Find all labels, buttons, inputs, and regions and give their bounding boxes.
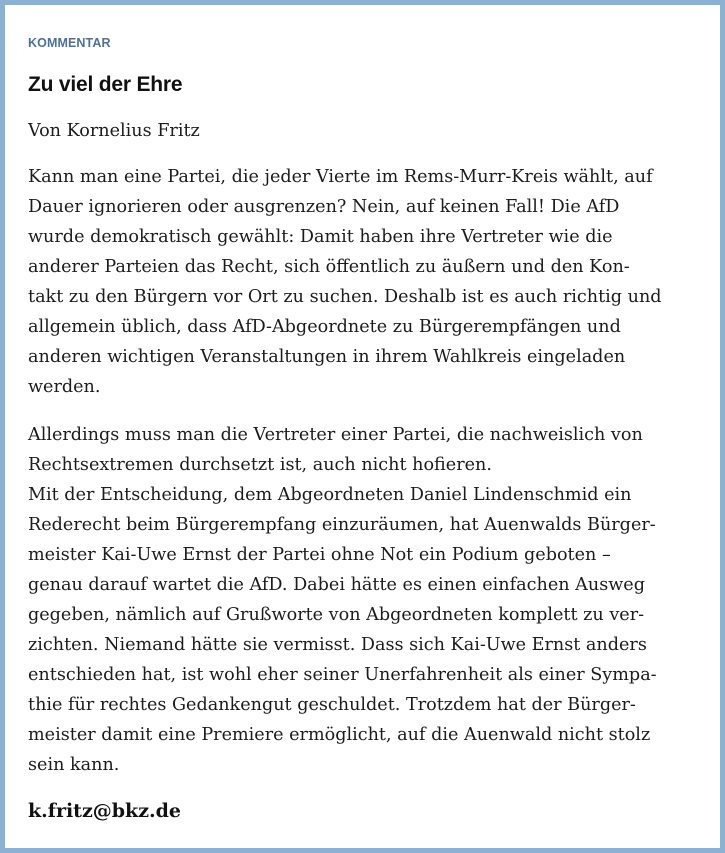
paragraph-line: thie für rechtes Gedankengut geschuldet. Trotzdem hat der Bürger- [28,695,636,715]
paragraph-line: takt zu den Bürgern vor Ort zu suchen. Deshalb ist es auch richtig und [28,287,662,307]
section-kicker: KOMMENTAR [28,36,111,50]
paragraph-line: genau darauf wartet die AfD. Dabei hätte es einen einfachen Ausweg [28,575,645,595]
paragraph-line: zichten. Niemand hätte sie vermisst. Dass sich Kai-Uwe Ernst anders [28,635,647,655]
paragraph-line: wurde demokratisch gewählt: Damit haben ihre Vertreter wie die [28,227,613,247]
paragraph-line: sein kann. [28,755,120,775]
paragraph-line: Dauer ignorieren oder ausgrenzen? Nein, auf keinen Fall! Die AfD [28,197,620,217]
paragraph-line: allgemein üblich, dass AfD-Abgeordnete zu Bürgerempfängen und [28,317,621,337]
paragraph-2 [28,420,700,780]
paragraph-line: meister damit eine Premiere ermöglicht, auf die Auenwald nicht stolz [28,725,651,745]
paragraph-line: anderer Parteien das Recht, sich öffentlich zu äußern und den Kon- [28,257,630,277]
author-byline: Von Kornelius Fritz [28,121,200,141]
paragraph-line: Allerdings muss man die Vertreter einer Partei, die nachweislich von [28,425,643,445]
paragraph-line: Kann man eine Partei, die jeder Vierte im Rems-Murr-Kreis wählt, auf [28,167,653,187]
paragraph-line: anderen wichtigen Veranstaltungen in ihrem Wahlkreis eingeladen [28,347,626,367]
paragraph-1 [28,162,700,402]
paragraph-line: gegeben, nämlich auf Grußworte von Abgeordneten komplett zu ver- [28,605,645,625]
paragraph-line: Mit der Entscheidung, dem Abgeordneten Daniel Lindenschmid ein [28,485,632,505]
author-email: k.fritz@bkz.de [28,800,181,822]
paragraph-line: Rederecht beim Bürgerempfang einzuräumen, hat Auenwalds Bürger- [28,515,656,535]
paragraph-line: werden. [28,377,101,397]
paragraph-line: Rechtsextremen durchsetzt ist, auch nicht hofieren. [28,455,492,475]
paragraph-line: entschieden hat, ist wohl eher seiner Unerfahrenheit als einer Sympa- [28,665,657,685]
article-headline: Zu viel der Ehre [28,73,183,96]
paragraph-line: meister Kai-Uwe Ernst der Partei ohne Not ein Podium geboten – [28,545,611,565]
